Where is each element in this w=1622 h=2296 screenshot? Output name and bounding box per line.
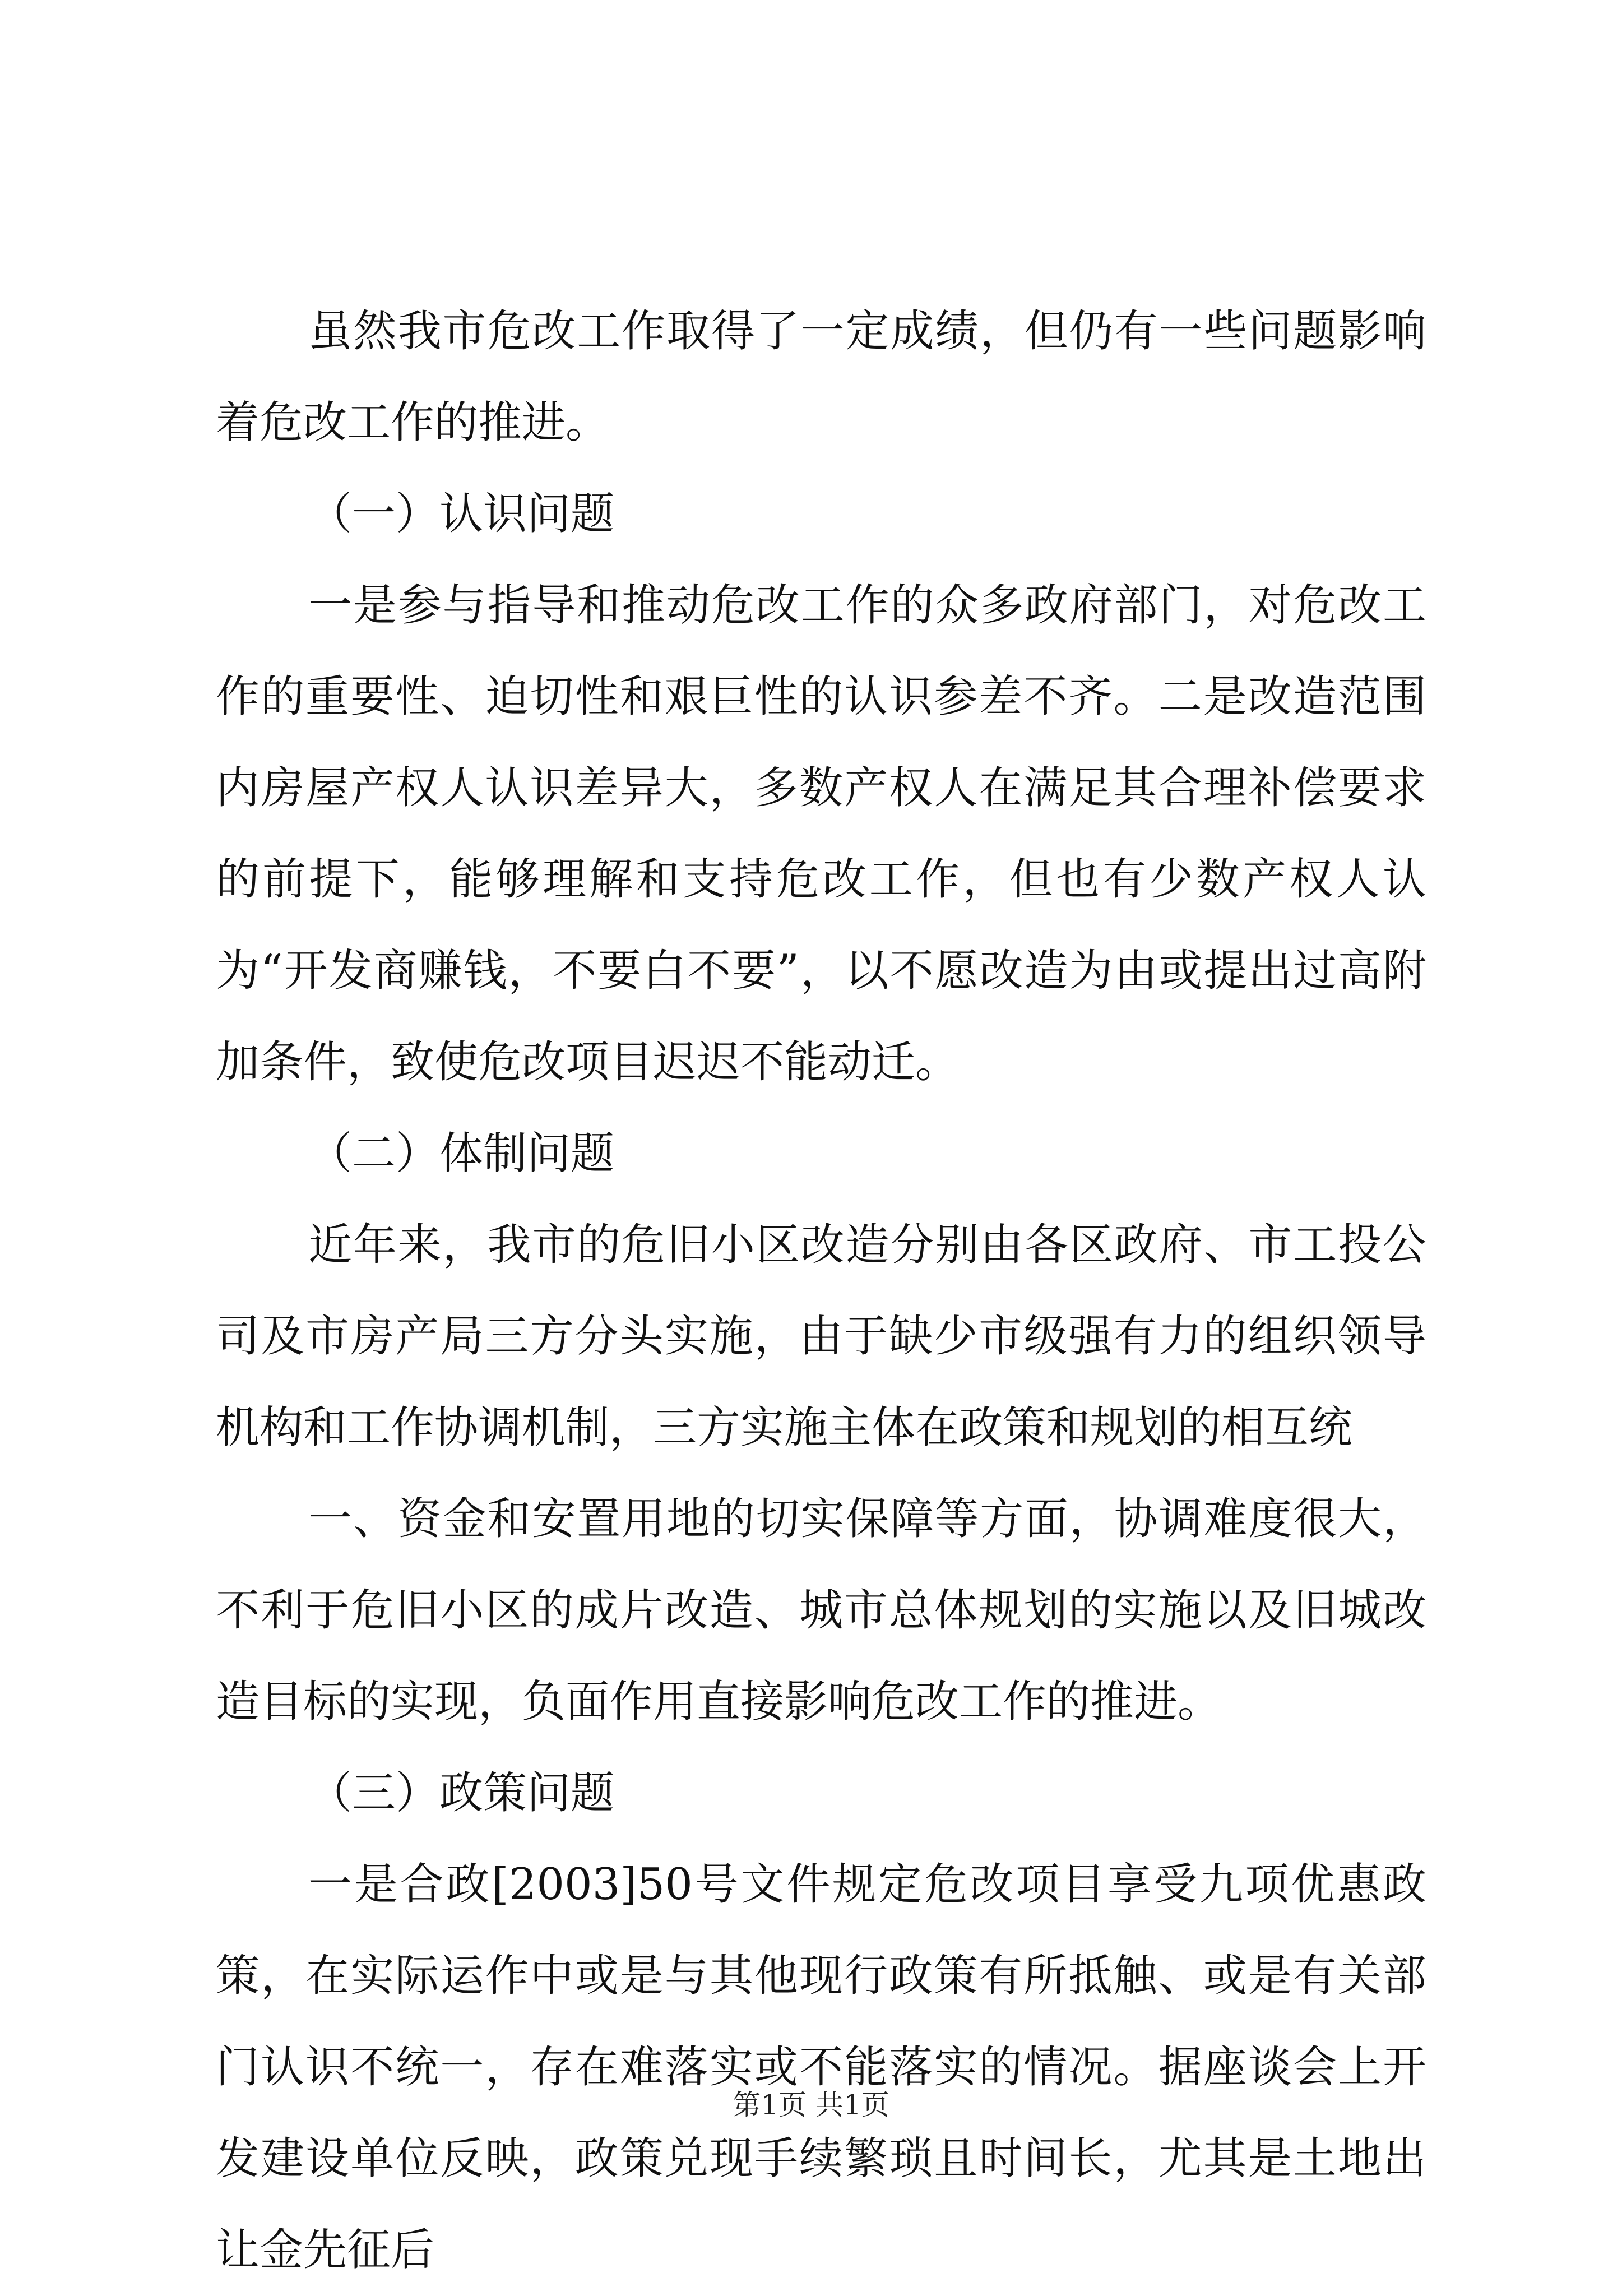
document-body (216, 286, 1426, 2296)
section-heading-awareness: （一）认识问题 (308, 489, 615, 539)
paragraph-awareness: 一是参与指导和推动危改工作的众多政府部门，对危改工作的重要性、迫切性和艰巨性的认识参差不齐。二是改造范围内房屋产权人认识差异大，多数产权人在满足其合理补偿要求的前提下，能够理解和支持危改工作，但也有少数产权人认为“开发商赚钱，不要白不要”，以不愿改造为由或提出过高附加条件，致使危改项目迟迟不能动迁。 (216, 580, 1426, 1087)
page-footer: 第1页 共1页 (733, 2089, 889, 2121)
paragraph-intro: 虽然我市危改工作取得了一定成绩，但仍有一些问题影响着危改工作的推进。 (216, 306, 1426, 448)
section-heading-policy: （三）政策问题 (308, 1768, 615, 1818)
section-heading-system: （二）体制问题 (308, 1128, 615, 1179)
paragraph-system-2: 一、资金和安置用地的切实保障等方面，协调难度很大，不利于危旧小区的成片改造、城市总体规划的实施以及旧城改造目标的实现，负面作用直接影响危改工作的推进。 (216, 1494, 1426, 1727)
paragraph-policy: 一是合政[2003]50号文件规定危改项目享受九项优惠政策，在实际运作中或是与其他现行政策有所抵触、或是有关部门认识不统一，存在难落实或不能落实的情况。据座谈会上开发建设单位反映，政策兑现手续繁琐且时间长，尤其是土地出让金先征后 (216, 1859, 1426, 2275)
paragraph-system-1: 近年来，我市的危旧小区改造分别由各区政府、市工投公司及市房产局三方分头实施，由于缺少市级强有力的组织领导机构和工作协调机制，三方实施主体在政策和规划的相互统 (216, 1220, 1426, 1453)
